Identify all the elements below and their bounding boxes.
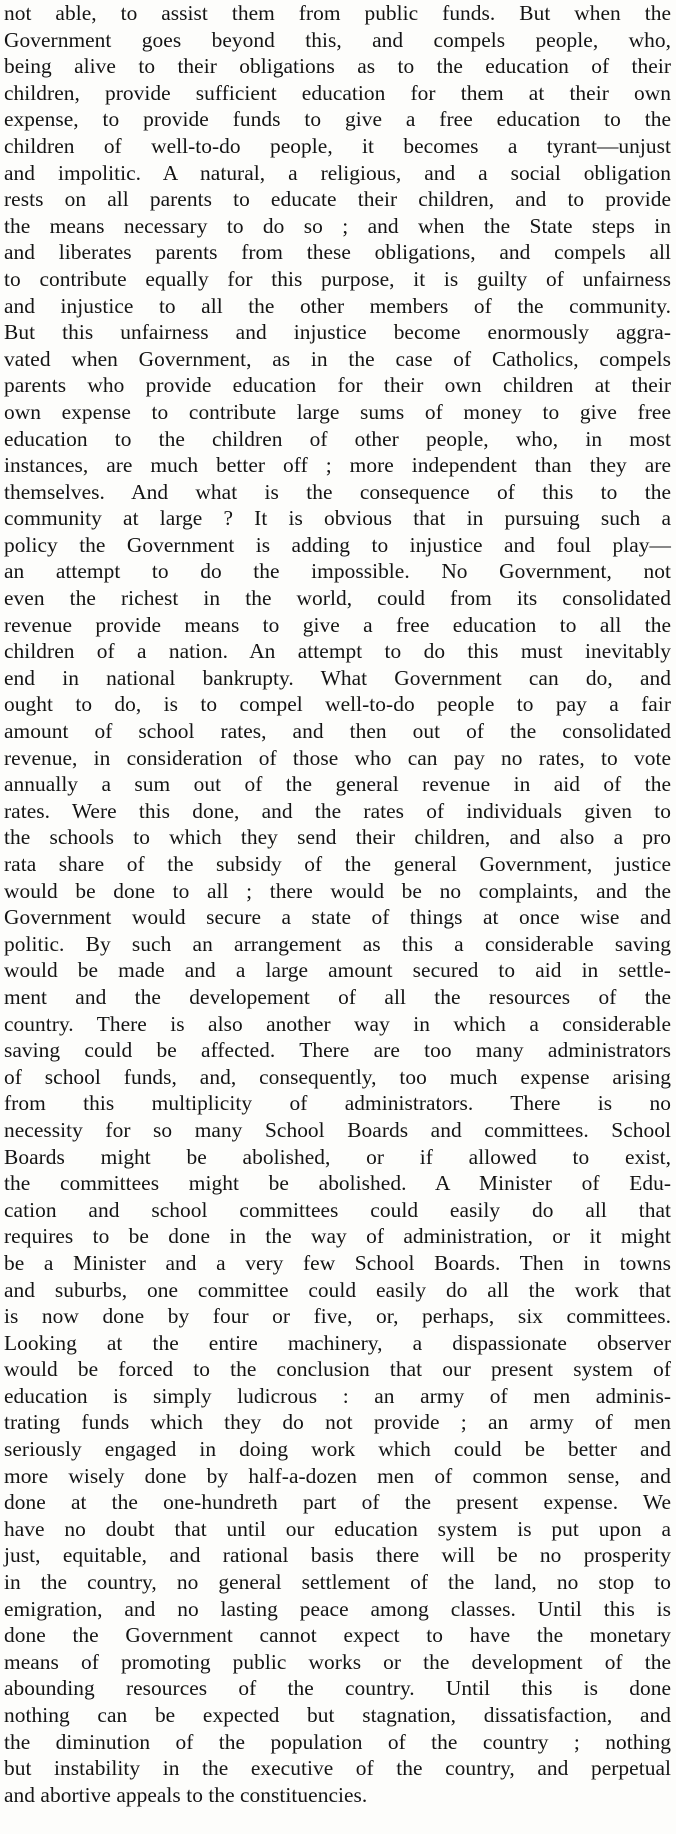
article-line: and impolitic. A natural, a religious, and a social obligation <box>4 160 671 185</box>
article-line: But this unfairness and injustice become enormously aggra- <box>4 320 671 345</box>
article-line: seriously engaged in doing work which could be better and <box>4 1437 671 1462</box>
article-line: done the Government cannot expect to have the monetary <box>4 1623 671 1648</box>
article-line: the committees might be abolished. A Minister of Edu- <box>4 1171 671 1196</box>
article-line: children of well-to-do people, it becomes a tyrant—unjust <box>4 133 671 158</box>
article-line: in the country, no general settlement of the land, no stop to <box>4 1570 671 1595</box>
article-line: rests on all parents to educate their children, and to provide <box>4 187 671 212</box>
article-line: an attempt to do the impossible. No Government, not <box>4 559 671 584</box>
article-line: more wisely done by half-a-dozen men of common sense, and <box>4 1463 671 1488</box>
article-line: abounding resources of the country. Until this is done <box>4 1676 671 1701</box>
article-line: rata share of the subsidy of the general Government, justice <box>4 852 671 876</box>
article-line: rates. Were this done, and the rates of individuals given to <box>4 798 671 823</box>
article-line: necessity for so many School Boards and committees. School <box>4 1117 671 1142</box>
article-line: the schools to which they send their children, and also a pro <box>4 825 671 850</box>
article-line: would be done to all ; there would be no complaints, and the <box>4 878 671 903</box>
article-line: education to the children of other people, who, in most <box>4 426 671 451</box>
article-line: means of promoting public works or the development of the <box>4 1649 671 1674</box>
article-line: parents who provide education for their own children at their <box>4 373 671 398</box>
article-line: would be made and a large amount secured to aid in settle- <box>4 958 671 983</box>
article-line: Looking at the entire machinery, a dispassionate observer <box>4 1330 671 1355</box>
article-line: nothing can be expected but stagnation, dissatisfaction, and <box>4 1703 671 1727</box>
article-line: just, equitable, and rational basis there will be no prosperity <box>4 1543 671 1568</box>
article-line: amount of school rates, and then out of the consolidated <box>4 719 671 744</box>
article-line: emigration, and no lasting peace among classes. Until this is <box>4 1596 671 1621</box>
article-line: from this multiplicity of administrators. There is no <box>4 1091 671 1116</box>
article-line: would be forced to the conclusion that our present system of <box>4 1357 671 1382</box>
article-line: trating funds which they do not provide ; an army of men <box>4 1410 671 1435</box>
article-line: revenue, in consideration of those who can pay no rates, to vote <box>4 745 671 770</box>
article-line: community at large ? It is obvious that in pursuing such a <box>4 506 671 531</box>
article-line: vated when Government, as in the case of Catholics, compels <box>4 346 671 371</box>
article-line: requires to be done in the way of administration, or it might <box>4 1224 671 1249</box>
article-line: ought to do, is to compel well-to-do people to pay a fair <box>4 692 671 717</box>
article-line: of school funds, and, consequently, too much expense arising <box>4 1064 671 1089</box>
article-line: children, provide sufficient education for them at their own <box>4 80 671 105</box>
article-line: cation and school committees could easily do all that <box>4 1197 671 1222</box>
article-line: expense, to provide funds to give a free education to the <box>4 107 671 132</box>
article-line: own expense to contribute large sums of money to give free <box>4 399 671 424</box>
article-line: Government goes beyond this, and compels people, who, <box>4 27 671 52</box>
article-line: and suburbs, one committee could easily do all the work that <box>4 1277 671 1302</box>
article-line: themselves. And what is the consequence of this to the <box>4 479 671 504</box>
article-line: to contribute equally for this purpose, it is guilty of unfairness <box>4 266 671 291</box>
article-line: is now done by four or five, or, perhaps, six committees. <box>4 1304 671 1329</box>
article-line: and liberates parents from these obligations, and compels all <box>4 240 671 265</box>
article-line: annually a sum out of the general revenue in aid of the <box>4 772 671 797</box>
article-line: ment and the developement of all the resources of the <box>4 984 671 1009</box>
article-line: and abortive appeals to the constituencies. <box>4 1782 368 1807</box>
article-line: even the richest in the world, could from its consolidated <box>4 586 671 611</box>
article-line: Boards might be abolished, or if allowed to exist, <box>4 1144 671 1169</box>
article-line: be a Minister and a very few School Boards. Then in towns <box>4 1250 671 1275</box>
article-line: policy the Government is adding to injustice and foul play— <box>4 532 671 557</box>
article-line: revenue provide means to give a free education to all the <box>4 612 671 637</box>
article-line: have no doubt that until our education system is put upon a <box>4 1516 671 1541</box>
article-line: not able, to assist them from public funds. But when the <box>4 1 671 25</box>
article-line: done at the one-hundreth part of the present expense. We <box>4 1490 671 1515</box>
article-line: instances, are much better off ; more independent than they are <box>4 453 671 478</box>
article-column <box>4 0 671 1808</box>
article-line: children of a nation. An attempt to do this must inevitably <box>4 639 671 664</box>
article-line: and injustice to all the other members of the community. <box>4 293 671 318</box>
article-line: being alive to their obligations as to the education of their <box>4 54 671 79</box>
article-line: end in national bankrupty. What Government can do, and <box>4 665 671 690</box>
article-line: the diminution of the population of the country ; nothing <box>4 1729 671 1754</box>
article-line: the means necessary to do so ; and when the State steps in <box>4 213 671 238</box>
article-line: education is simply ludicrous : an army of men adminis- <box>4 1383 671 1408</box>
article-line: country. There is also another way in which a considerable <box>4 1011 671 1036</box>
article-line: saving could be affected. There are too many administrators <box>4 1038 671 1063</box>
article-line: Government would secure a state of things at once wise and <box>4 905 671 930</box>
article-line: politic. By such an arrangement as this a considerable saving <box>4 931 671 956</box>
article-line: but instability in the executive of the country, and perpetual <box>4 1756 671 1781</box>
